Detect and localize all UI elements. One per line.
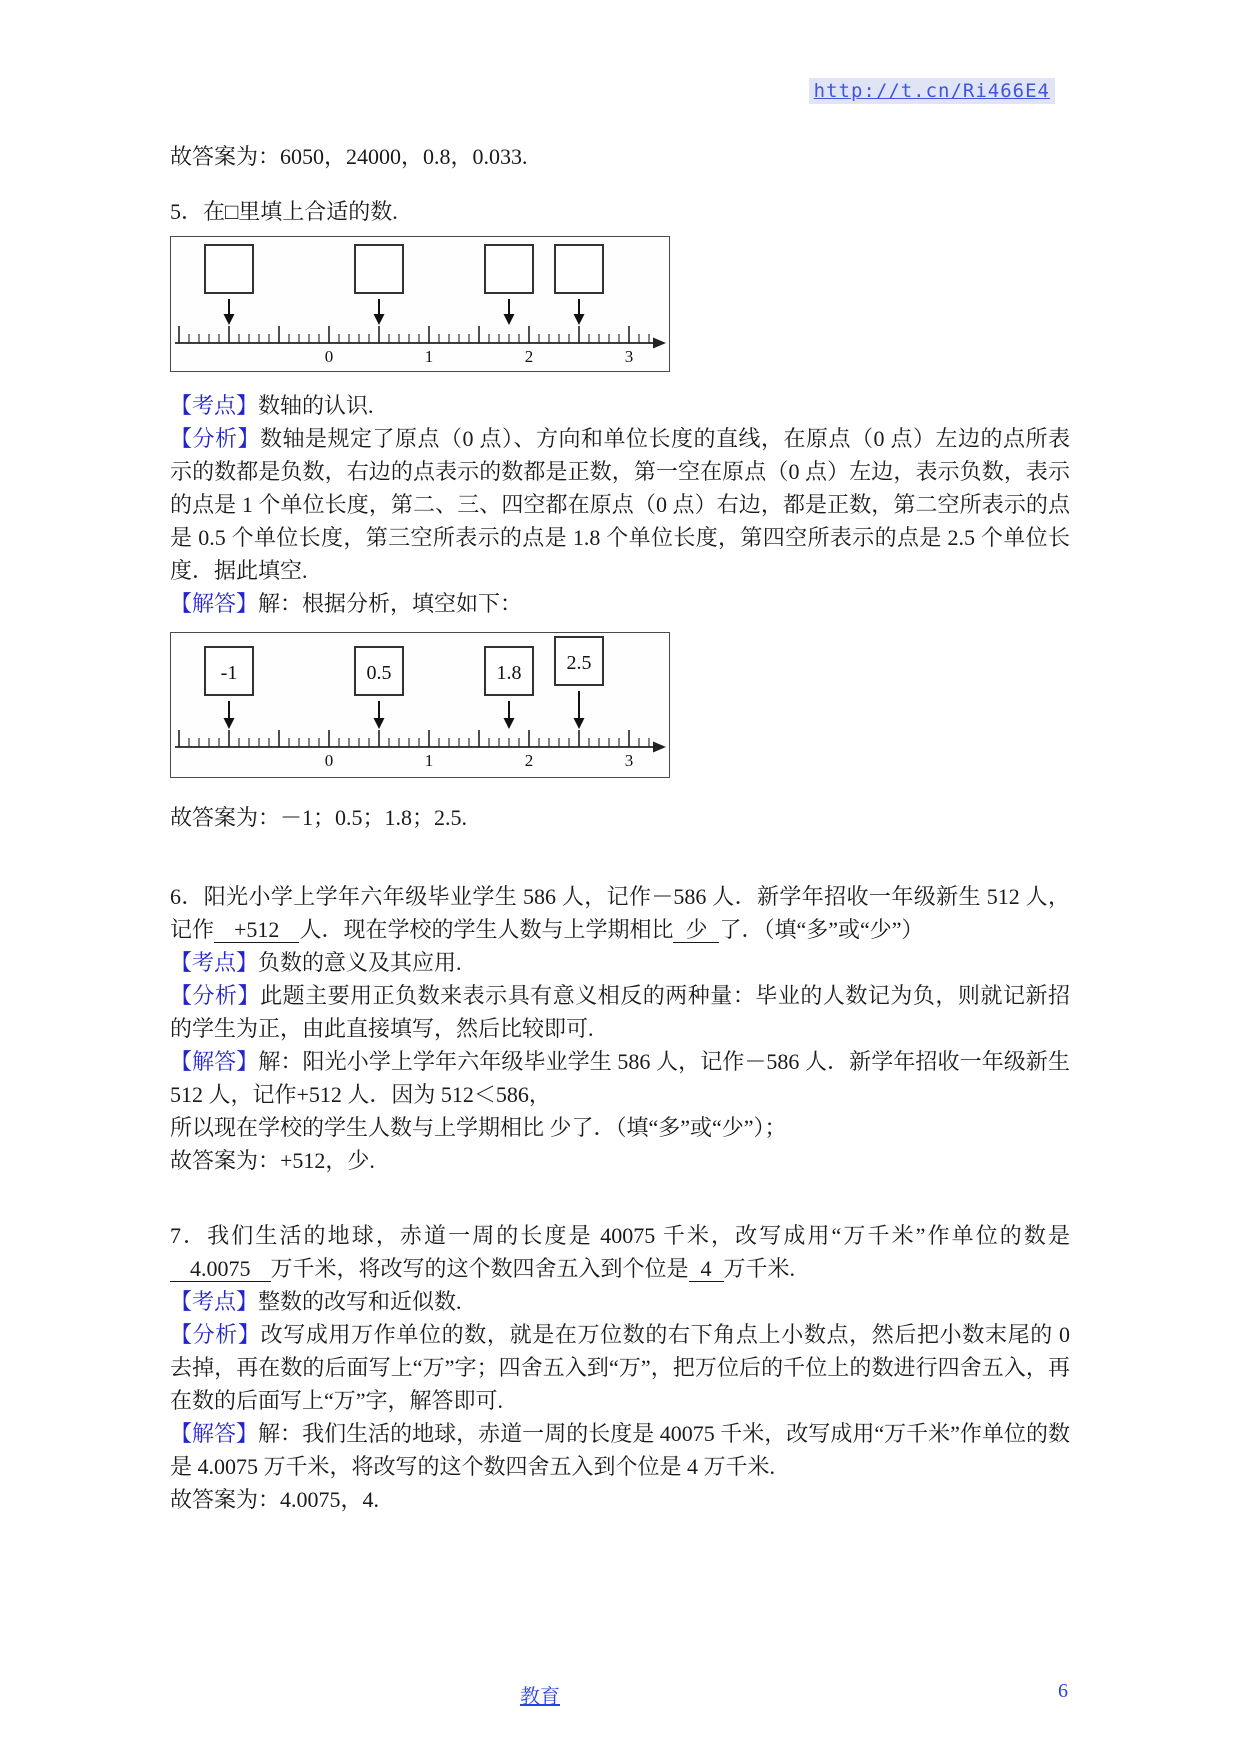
tick-label: 0 — [324, 751, 334, 770]
tick-label: 1 — [424, 751, 434, 770]
q6-blank-2: 少 — [673, 917, 719, 943]
tick-label: 1 — [424, 347, 434, 366]
q6-title — [170, 880, 1070, 946]
value-box — [205, 245, 253, 293]
q6-blank-1: +512 — [214, 917, 299, 943]
q7-kaodian-text: 整数的改写和近似数. — [258, 1289, 462, 1314]
q6-title-post: 了．（填“多”或“少”） — [719, 917, 924, 942]
q7-title-pre: 7．我们生活的地球，赤道一周的长度是 40075 千米，改写成用“万千米”作单位的数是 — [170, 1223, 1070, 1248]
q6-kaodian-text: 负数的意义及其应用. — [258, 950, 462, 975]
q5-jieda-text: 解：根据分析，填空如下： — [258, 591, 523, 616]
q7-blank-2: 4 — [689, 1256, 724, 1282]
q6-kaodian-line — [170, 946, 1070, 979]
q6-jieda-text: 解：阳光小学上学年六年级毕业学生 586 人，记作－586 人．新学年招收一年级新生 512 人，记作+512 人．因为 512＜586， — [170, 1049, 1070, 1107]
jieda-tag: 【解答】 — [170, 1421, 259, 1446]
axis-arrowhead-icon — [653, 742, 666, 753]
value-box — [355, 245, 403, 293]
value-box-label: 2.5 — [566, 652, 592, 674]
pointer-arrowhead-icon — [374, 314, 385, 325]
q5-answer-line: 故答案为：－1；0.5；1.8；2.5. — [170, 805, 468, 830]
tick-label: 3 — [624, 347, 634, 366]
document-body — [170, 140, 1070, 1516]
q7-title-mid: 万千米，将改写的这个数四舍五入到个位是 — [270, 1256, 689, 1281]
q6-fenxi-line — [170, 979, 1070, 1045]
footer-education-link[interactable]: 教育 — [520, 1686, 560, 1708]
tick-label: 3 — [624, 751, 634, 770]
value-box-label: -1 — [220, 662, 238, 684]
tick-label: 2 — [524, 347, 534, 366]
q6-title-pre: 6．阳光小学上学年六年级毕业学生 586 人，记作－586 人．新学年招收一年级新生 512 人，记作 — [170, 884, 1070, 942]
q7-kaodian-line — [170, 1285, 1070, 1318]
kaodian-tag: 【考点】 — [170, 393, 259, 418]
pointer-arrowhead-icon — [374, 718, 385, 729]
jieda-tag: 【解答】 — [170, 591, 259, 616]
tick-label: 0 — [324, 347, 334, 366]
q5-jieda-line — [170, 587, 1070, 620]
kaodian-tag: 【考点】 — [170, 1289, 259, 1314]
jieda-tag: 【解答】 — [170, 1049, 259, 1074]
q7-answer-line: 故答案为：4.0075，4. — [170, 1487, 380, 1512]
tick-label: 2 — [524, 751, 534, 770]
previous-answer-line: 故答案为：6050，24000，0.8，0.033. — [170, 144, 528, 169]
pointer-arrowhead-icon — [574, 718, 585, 729]
q6-answer-line: 故答案为：+512，少. — [170, 1148, 375, 1173]
fenxi-tag: 【分析】 — [170, 983, 261, 1008]
q6-jieda-line — [170, 1045, 1070, 1111]
axis-arrowhead-icon — [653, 338, 666, 349]
q7-title-post: 万千米. — [723, 1256, 796, 1281]
value-box-label: 0.5 — [366, 662, 392, 684]
number-line-blank-svg — [171, 237, 669, 371]
q7-jieda-line — [170, 1417, 1070, 1483]
kaodian-tag: 【考点】 — [170, 950, 259, 975]
q5-title: 5．在□里填上合适的数. — [170, 199, 398, 224]
pointer-arrowhead-icon — [504, 718, 515, 729]
pointer-arrowhead-icon — [574, 314, 585, 325]
q7-fenxi-line — [170, 1318, 1070, 1417]
q7-fenxi-text: 改写成用万作单位的数，就是在万位数的右下角点上小数点，然后把小数末尾的 0 去掉，再在数的后面写上“万”字；四舍五入到“万”，把万位后的千位上的数进行四舍五入，再在数的后面写上“万”字，解答即可. — [170, 1322, 1070, 1413]
q6-fenxi-text: 此题主要用正负数来表示具有意义相反的两种量：毕业的人数记为负，则就记新招的学生为正，由此直接填写，然后比较即可. — [170, 983, 1070, 1041]
q5-numberline-answer-figure — [170, 632, 670, 778]
q5-numberline-blank-figure — [170, 236, 670, 372]
fenxi-tag: 【分析】 — [170, 426, 260, 451]
q5-fenxi-line — [170, 422, 1070, 587]
fenxi-tag: 【分析】 — [170, 1322, 261, 1347]
value-box-label: 1.8 — [496, 662, 522, 684]
q7-title — [170, 1219, 1070, 1285]
top-url-link[interactable]: http://t.cn/Ri466E4 — [809, 78, 1055, 104]
q6-title-mid: 人．现在学校的学生人数与上学期相比 — [299, 917, 674, 942]
number-line-answer-svg — [171, 633, 669, 777]
value-box — [555, 245, 603, 293]
value-box — [485, 245, 533, 293]
q6-conclusion-line: 所以现在学校的学生人数与上学期相比 少了．（填“多”或“少”）； — [170, 1115, 787, 1140]
q7-jieda-text: 解：我们生活的地球，赤道一周的长度是 40075 千米，改写成用“万千米”作单位的数是 4.0075 万千米，将改写的这个数四舍五入到个位是 4 万千米. — [170, 1421, 1070, 1479]
pointer-arrowhead-icon — [224, 718, 235, 729]
pointer-arrowhead-icon — [224, 314, 235, 325]
q5-fenxi-text: 数轴是规定了原点（0 点）、方向和单位长度的直线，在原点（0 点）左边的点所表示的数都是负数，右边的点表示的数都是正数，第一空在原点（0 点）左边，表示负数，表示的点是 1 个单位长度，第二、三、四空都在原点（0 点）右边，都是正数，第二空所表示的点是 0.5 个单位长度，第三空所表示的点是 1.8 个单位长度，第四空所表示的点是 2.5 个单位长度．据此填空. — [170, 426, 1070, 583]
q7-blank-1: 4.0075 — [170, 1256, 271, 1282]
q5-kaodian-text: 数轴的认识. — [258, 393, 374, 418]
q5-kaodian-line — [170, 389, 1070, 422]
pointer-arrowhead-icon — [504, 314, 515, 325]
page-number: 6 — [1058, 1680, 1068, 1702]
